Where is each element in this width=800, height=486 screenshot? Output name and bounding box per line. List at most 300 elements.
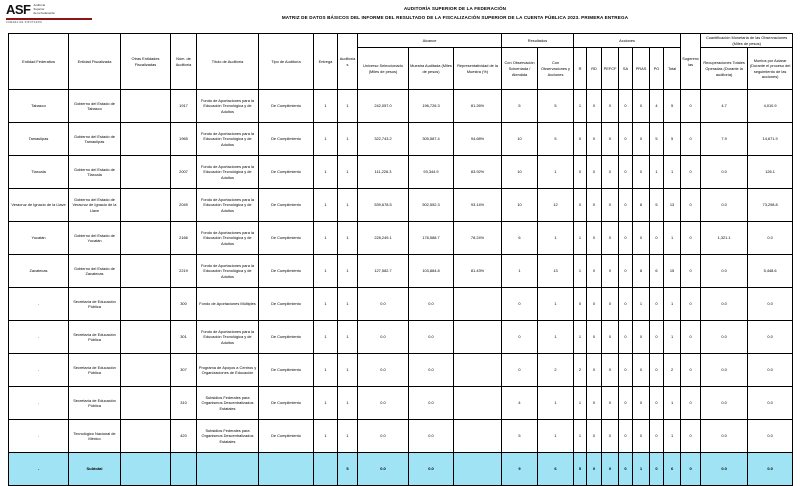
cell-r: 1 [574,321,587,354]
cell-montos-aclarar: 0.0 [748,321,793,354]
cell-muestra: 196,726.3 [409,90,454,123]
cell-auditorias: 1 [338,90,358,123]
cell-sugerencias: 0 [681,156,701,189]
cell-obs-solventada: 4 [502,387,538,420]
cell-sa: 0 [619,123,633,156]
cell-entrega: 1 [314,123,338,156]
cell-total: 5 [664,123,681,156]
cell-recuperaciones: 7.9 [701,123,748,156]
logo-acronym: ASF [6,2,31,17]
col-entidad-fiscalizada: Entidad Fiscalizada [69,34,121,90]
cell-recuperaciones: 0.0 [701,453,748,486]
cell-sa: 0 [619,255,633,288]
cell-r: 0 [574,123,587,156]
cell-titulo-auditoria: Fondo de Aportaciones para la Educación Tecnológica y de Adultos [197,189,259,222]
cell-r: 0 [574,288,587,321]
cell-obs-acciones: 6 [538,453,574,486]
cell-titulo-auditoria: Fondo de Aportaciones para la Educación Tecnológica y de Adultos [197,222,259,255]
table-row [9,354,793,387]
cell-num-auditoria: 310 [171,387,197,420]
cell-total: 13 [664,189,681,222]
col-tipo-auditoria: Tipo de Auditoría [259,34,314,90]
cell-entidad-federativa: Zacatecas [9,255,69,288]
cell-representatividad: 78.24% [454,222,502,255]
cell-pefcf: 0 [602,354,619,387]
cell-universo: 228,249.1 [358,222,409,255]
cell-po: 0 [650,222,664,255]
cell-sugerencias: 0 [681,255,701,288]
cell-sa: 0 [619,288,633,321]
cell-entrega: 1 [314,420,338,453]
cell-entidad-federativa: - [9,453,69,486]
col-muestra-auditada: Muestra Auditada (Miles de pesos) [409,48,454,90]
cell-po: 0 [650,321,664,354]
cell-auditorias: 1 [338,222,358,255]
col-con-observaciones-acciones: Con Observaciones y Acciones [538,48,574,90]
col-entrega: Entrega [314,34,338,90]
cell-universo: 0.0 [358,288,409,321]
cell-entidad-fiscalizada: Gobierno del Estado de Zacatecas [69,255,121,288]
col-pras: PRAS [633,48,650,90]
cell-titulo-auditoria: Subsidios Federales para Organismos Descentralizados Estatales [197,420,259,453]
subtotal-row [9,453,793,486]
cell-pefcf: 0 [602,321,619,354]
cell-pefcf: 0 [602,156,619,189]
cell-pras: 0 [633,420,650,453]
cell-obs-solventada: 5 [502,90,538,123]
cell-otras-entidades [121,354,171,387]
cell-sugerencias: 0 [681,288,701,321]
cell-pefcf: 0 [602,387,619,420]
logo-word-1: Auditoría [33,3,46,7]
table-row [9,90,793,123]
cell-otras-entidades [121,90,171,123]
cell-universo: 0.0 [358,420,409,453]
cell-titulo-auditoria: Fondo de Aportaciones para la Educación Tecnológica y de Adultos [197,156,259,189]
table-row [9,189,793,222]
col-num-auditoria: Núm. de Auditoría [171,34,197,90]
page-title: AUDITORÍA SUPERIOR DE LA FEDERACIÓN [403,6,507,11]
cell-rd: 0 [587,90,602,123]
cell-r: 0 [574,156,587,189]
cell-obs-acciones: 5 [538,90,574,123]
cell-num-auditoria: 2007 [171,156,197,189]
cell-entidad-federativa: Tabasco [9,90,69,123]
cell-entidad-federativa: Tamaulipas [9,123,69,156]
cell-pefcf: 0 [602,288,619,321]
cell-num-auditoria [171,453,197,486]
cell-rd: 0 [587,420,602,453]
cell-rd: 0 [587,123,602,156]
cell-representatividad [454,420,502,453]
cell-montos-aclarar: 0.0 [748,354,793,387]
cell-auditorias: 5 [338,453,358,486]
cell-po: 5 [650,189,664,222]
cell-num-auditoria: 1965 [171,123,197,156]
col-po: PO [650,48,664,90]
col-titulo-auditoria: Título de Auditoría [197,34,259,90]
table-header [9,34,793,90]
cell-auditorias: 1 [338,189,358,222]
cell-entidad-fiscalizada: Gobierno del Estado de Tlaxcala [69,156,121,189]
group-alcance: Alcance [358,34,502,48]
cell-auditorias: 1 [338,420,358,453]
cell-montos-aclarar: 14,671.9 [748,123,793,156]
cell-montos-aclarar: 4,010.9 [748,90,793,123]
cell-rd: 0 [587,453,602,486]
cell-pras: 0 [633,354,650,387]
cell-pefcf: 0 [602,189,619,222]
cell-pras: 0 [633,90,650,123]
cell-sa: 0 [619,387,633,420]
cell-obs-acciones: 5 [538,123,574,156]
col-pefcf: PEFCF [602,48,619,90]
cell-rd: 0 [587,189,602,222]
cell-muestra: 0.0 [409,288,454,321]
cell-recuperaciones: 0.0 [701,255,748,288]
cell-entrega: 1 [314,189,338,222]
cell-universo: 111,226.3 [358,156,409,189]
logo-divider [6,18,92,20]
col-sa: SA [619,48,633,90]
cell-num-auditoria: 2166 [171,222,197,255]
cell-montos-aclarar: 0.0 [748,420,793,453]
cell-pras: 1 [633,453,650,486]
cell-rd: 0 [587,321,602,354]
cell-montos-aclarar: 0.0 [748,387,793,420]
cell-representatividad: 93.14% [454,189,502,222]
cell-r: 1 [574,387,587,420]
cell-pras: 0 [633,156,650,189]
cell-sugerencias: 0 [681,222,701,255]
cell-universo: 0.0 [358,321,409,354]
logo-mark [6,3,92,16]
cell-entidad-federativa: Veracruz de Ignacio de la Llave [9,189,69,222]
cell-entidad-fiscalizada: Gobierno del Estado de Tabasco [69,90,121,123]
cell-sa: 0 [619,321,633,354]
cell-muestra: 103,884.8 [409,255,454,288]
cell-muestra: 0.0 [409,321,454,354]
cell-auditorias: 1 [338,123,358,156]
cell-obs-acciones: 1 [538,387,574,420]
cell-otras-entidades [121,288,171,321]
cell-num-auditoria: 2049 [171,189,197,222]
cell-sa: 0 [619,453,633,486]
cell-obs-solventada: 9 [502,453,538,486]
cell-total: 1 [664,288,681,321]
cell-otras-entidades [121,156,171,189]
cell-auditorias: 1 [338,387,358,420]
cell-representatividad [454,453,502,486]
cell-recuperaciones: 1,321.1 [701,222,748,255]
cell-representatividad [454,354,502,387]
cell-sa: 0 [619,354,633,387]
cell-universo: 0.0 [358,453,409,486]
cell-entrega: 1 [314,156,338,189]
cell-entrega [314,453,338,486]
cell-entidad-fiscalizada: Secretaría de Educación Pública [69,288,121,321]
col-recuperaciones-totales: Recuperaciones Totales Operadas (Durante la auditoría) [701,48,748,90]
cell-obs-acciones: 12 [538,189,574,222]
cell-obs-acciones: 2 [538,354,574,387]
cell-recuperaciones: 0.0 [701,156,748,189]
cell-num-auditoria: 307 [171,354,197,387]
cell-representatividad: 81.26% [454,90,502,123]
cell-sa: 0 [619,189,633,222]
cell-total: 1 [664,321,681,354]
cell-po: 0 [650,387,664,420]
cell-entidad-fiscalizada: Secretaría de Educación Pública [69,321,121,354]
cell-sugerencias: 0 [681,90,701,123]
cell-num-auditoria: 1917 [171,90,197,123]
cell-po: 1 [650,156,664,189]
cell-pefcf: 0 [602,123,619,156]
cell-pras: 0 [633,222,650,255]
table-row [9,255,793,288]
cell-universo: 539,678.5 [358,189,409,222]
cell-rd: 0 [587,255,602,288]
cell-total: 5 [664,90,681,123]
cell-entidad-federativa: - [9,420,69,453]
cell-representatividad [454,288,502,321]
cell-otras-entidades [121,321,171,354]
cell-representatividad [454,387,502,420]
col-total: Total [664,48,681,90]
cell-recuperaciones: 4.7 [701,90,748,123]
cell-universo: 0.0 [358,354,409,387]
cell-entidad-federativa: - [9,354,69,387]
cell-entidad-federativa: - [9,288,69,321]
cell-tipo-auditoria: De Cumplimiento [259,90,314,123]
cell-rd: 0 [587,354,602,387]
cell-montos-aclarar: 73,298.8 [748,189,793,222]
cell-total: 1 [664,222,681,255]
cell-po: 0 [650,453,664,486]
cell-tipo-auditoria: De Cumplimiento [259,156,314,189]
cell-montos-aclarar: 126.1 [748,156,793,189]
cell-entrega: 1 [314,222,338,255]
group-cuantificacion: Cuantificación Monetaria de las Observaciones (Miles de pesos) [701,34,793,48]
cell-representatividad: 94.68% [454,123,502,156]
cell-otras-entidades [121,420,171,453]
cell-pras: 8 [633,255,650,288]
cell-montos-aclarar: 0.0 [748,288,793,321]
cell-entidad-fiscalizada: Subtotal [69,453,121,486]
cell-tipo-auditoria: De Cumplimiento [259,321,314,354]
cell-titulo-auditoria: Fondo de Aportaciones Múltiples [197,288,259,321]
cell-rd: 0 [587,387,602,420]
cell-r: 0 [574,189,587,222]
audit-matrix-table [8,33,793,486]
logo-subtitle: CÁMARA DE DIPUTADOS [6,20,43,24]
cell-pras: 8 [633,189,650,222]
cell-auditorias: 1 [338,354,358,387]
cell-entidad-fiscalizada: Gobierno del Estado de Tamaulipas [69,123,121,156]
page-subtitle: MATRIZ DE DATOS BÁSICOS DEL INFORME DEL RESULTADO DE LA FISCALIZACIÓN SUPERIOR DE LA CUENTA PÚBLICA 2023. PRIMERA ENTREGA [281,14,629,20]
cell-representatividad [454,321,502,354]
cell-representatividad: 81.43% [454,255,502,288]
col-entidad-federativa: Entidad Federativa [9,34,69,90]
cell-muestra: 0.0 [409,420,454,453]
cell-titulo-auditoria: Fondo de Aportaciones para la Educación Tecnológica y de Adultos [197,123,259,156]
cell-otras-entidades [121,387,171,420]
cell-rd: 0 [587,288,602,321]
cell-obs-solventada: 1 [502,255,538,288]
cell-pras: 0 [633,321,650,354]
cell-pefcf: 0 [602,255,619,288]
cell-titulo-auditoria: Fondo de Aportaciones para la Educación Tecnológica y de Adultos [197,321,259,354]
cell-tipo-auditoria: De Cumplimiento [259,420,314,453]
cell-tipo-auditoria: De Cumplimiento [259,189,314,222]
cell-muestra: 502,552.3 [409,189,454,222]
cell-num-auditoria: 2219 [171,255,197,288]
cell-sa: 0 [619,222,633,255]
cell-auditorias: 1 [338,288,358,321]
cell-sa: 0 [619,90,633,123]
cell-entrega: 1 [314,354,338,387]
cell-entidad-federativa: Yucatán [9,222,69,255]
cell-universo: 242,057.0 [358,90,409,123]
cell-representatividad: 83.92% [454,156,502,189]
cell-r: 1 [574,222,587,255]
cell-otras-entidades [121,123,171,156]
cell-auditorias: 1 [338,321,358,354]
cell-titulo-auditoria: Subsidios Federales para Organismos Descentralizados Estatales [197,387,259,420]
cell-obs-solventada: 6 [502,222,538,255]
cell-sugerencias: 0 [681,354,701,387]
col-representatividad: Representatividad de la Muestra (%) [454,48,502,90]
cell-tipo-auditoria: De Cumplimiento [259,288,314,321]
cell-entidad-fiscalizada: Secretaría de Educación Pública [69,387,121,420]
col-otras-entidades: Otras Entidades Fiscalizadas [121,34,171,90]
cell-muestra: 0.0 [409,387,454,420]
cell-r: 2 [574,354,587,387]
cell-entidad-fiscalizada: Secretaría de Educación Pública [69,354,121,387]
cell-otras-entidades [121,255,171,288]
cell-recuperaciones: 0.0 [701,288,748,321]
cell-rd: 0 [587,222,602,255]
cell-pefcf: 0 [602,453,619,486]
cell-total: 15 [664,255,681,288]
cell-pras: 0 [633,123,650,156]
cell-entidad-federativa: Tlaxcala [9,156,69,189]
cell-obs-solventada: 10 [502,189,538,222]
cell-otras-entidades [121,222,171,255]
cell-muestra: 178,588.7 [409,222,454,255]
cell-pras: 1 [633,288,650,321]
cell-r: 1 [574,90,587,123]
cell-po: 6 [650,255,664,288]
cell-entrega: 1 [314,387,338,420]
cell-entrega: 1 [314,288,338,321]
cell-sugerencias: 0 [681,420,701,453]
cell-po: 0 [650,354,664,387]
cell-obs-acciones: 1 [538,420,574,453]
cell-montos-aclarar: 0.0 [748,453,793,486]
cell-sa: 0 [619,156,633,189]
table-row [9,321,793,354]
cell-total: 1 [664,387,681,420]
cell-muestra: 0.0 [409,453,454,486]
cell-po: 5 [650,123,664,156]
cell-r: 1 [574,420,587,453]
cell-tipo-auditoria: De Cumplimiento [259,354,314,387]
col-auditorias: Auditorías [338,34,358,90]
cell-po: 0 [650,288,664,321]
cell-pefcf: 0 [602,90,619,123]
asf-logo [6,3,92,29]
cell-obs-acciones: 1 [538,222,574,255]
cell-po: 0 [650,420,664,453]
cell-recuperaciones: 0.0 [701,189,748,222]
cell-pefcf: 0 [602,222,619,255]
cell-obs-solventada: 0 [502,288,538,321]
cell-obs-acciones: 1 [538,321,574,354]
cell-muestra: 305,587.4 [409,123,454,156]
cell-sugerencias: 0 [681,387,701,420]
cell-entrega: 1 [314,255,338,288]
col-montos-por-aclarar: Montos por Aclarar (Durante el proceso del seguimiento de las acciones) [748,48,793,90]
cell-entidad-fiscalizada: Gobierno del Estado de Veracruz de Ignacio de la Llave [69,189,121,222]
cell-entrega: 1 [314,90,338,123]
cell-auditorias: 1 [338,255,358,288]
matrix-table-container [8,33,792,486]
group-resultados: Resultados [502,34,574,48]
cell-otras-entidades [121,189,171,222]
table-row [9,288,793,321]
cell-obs-solventada: 0 [502,321,538,354]
cell-titulo-auditoria: Programa de Apoyos a Centros y Organizaciones de Educación [197,354,259,387]
cell-entidad-federativa: - [9,387,69,420]
table-row [9,156,793,189]
cell-pefcf: 0 [602,420,619,453]
group-acciones: Acciones [574,34,681,48]
cell-po: 4 [650,90,664,123]
cell-recuperaciones: 0.0 [701,420,748,453]
cell-total: 6 [664,453,681,486]
cell-tipo-auditoria: De Cumplimiento [259,123,314,156]
cell-muestra: 0.0 [409,354,454,387]
cell-total: 2 [664,354,681,387]
cell-r: 5 [574,453,587,486]
cell-sugerencias: 0 [681,453,701,486]
cell-tipo-auditoria: De Cumplimiento [259,222,314,255]
col-universo-seleccionado: Universo Seleccionado (Miles de pesos) [358,48,409,90]
cell-titulo-auditoria: Fondo de Aportaciones para la Educación Tecnológica y de Adultos [197,255,259,288]
table-row [9,222,793,255]
logo-word-2: Superior [33,7,45,11]
cell-tipo-auditoria [259,453,314,486]
table-row [9,420,793,453]
logo-word-3: de la Federación [33,11,56,15]
cell-universo: 322,743.2 [358,123,409,156]
cell-obs-solventada: 10 [502,123,538,156]
header-group-row [9,34,793,48]
cell-total: 1 [664,420,681,453]
cell-recuperaciones: 0.0 [701,354,748,387]
cell-sugerencias: 0 [681,321,701,354]
cell-entrega: 1 [314,321,338,354]
cell-tipo-auditoria: De Cumplimiento [259,255,314,288]
cell-montos-aclarar: 5,448.6 [748,255,793,288]
cell-recuperaciones: 0.0 [701,387,748,420]
cell-sugerencias: 0 [681,123,701,156]
cell-entidad-federativa: - [9,321,69,354]
col-r: R [574,48,587,90]
logo-wordmark [34,4,56,15]
cell-universo: 127,582.7 [358,255,409,288]
cell-total: 1 [664,156,681,189]
